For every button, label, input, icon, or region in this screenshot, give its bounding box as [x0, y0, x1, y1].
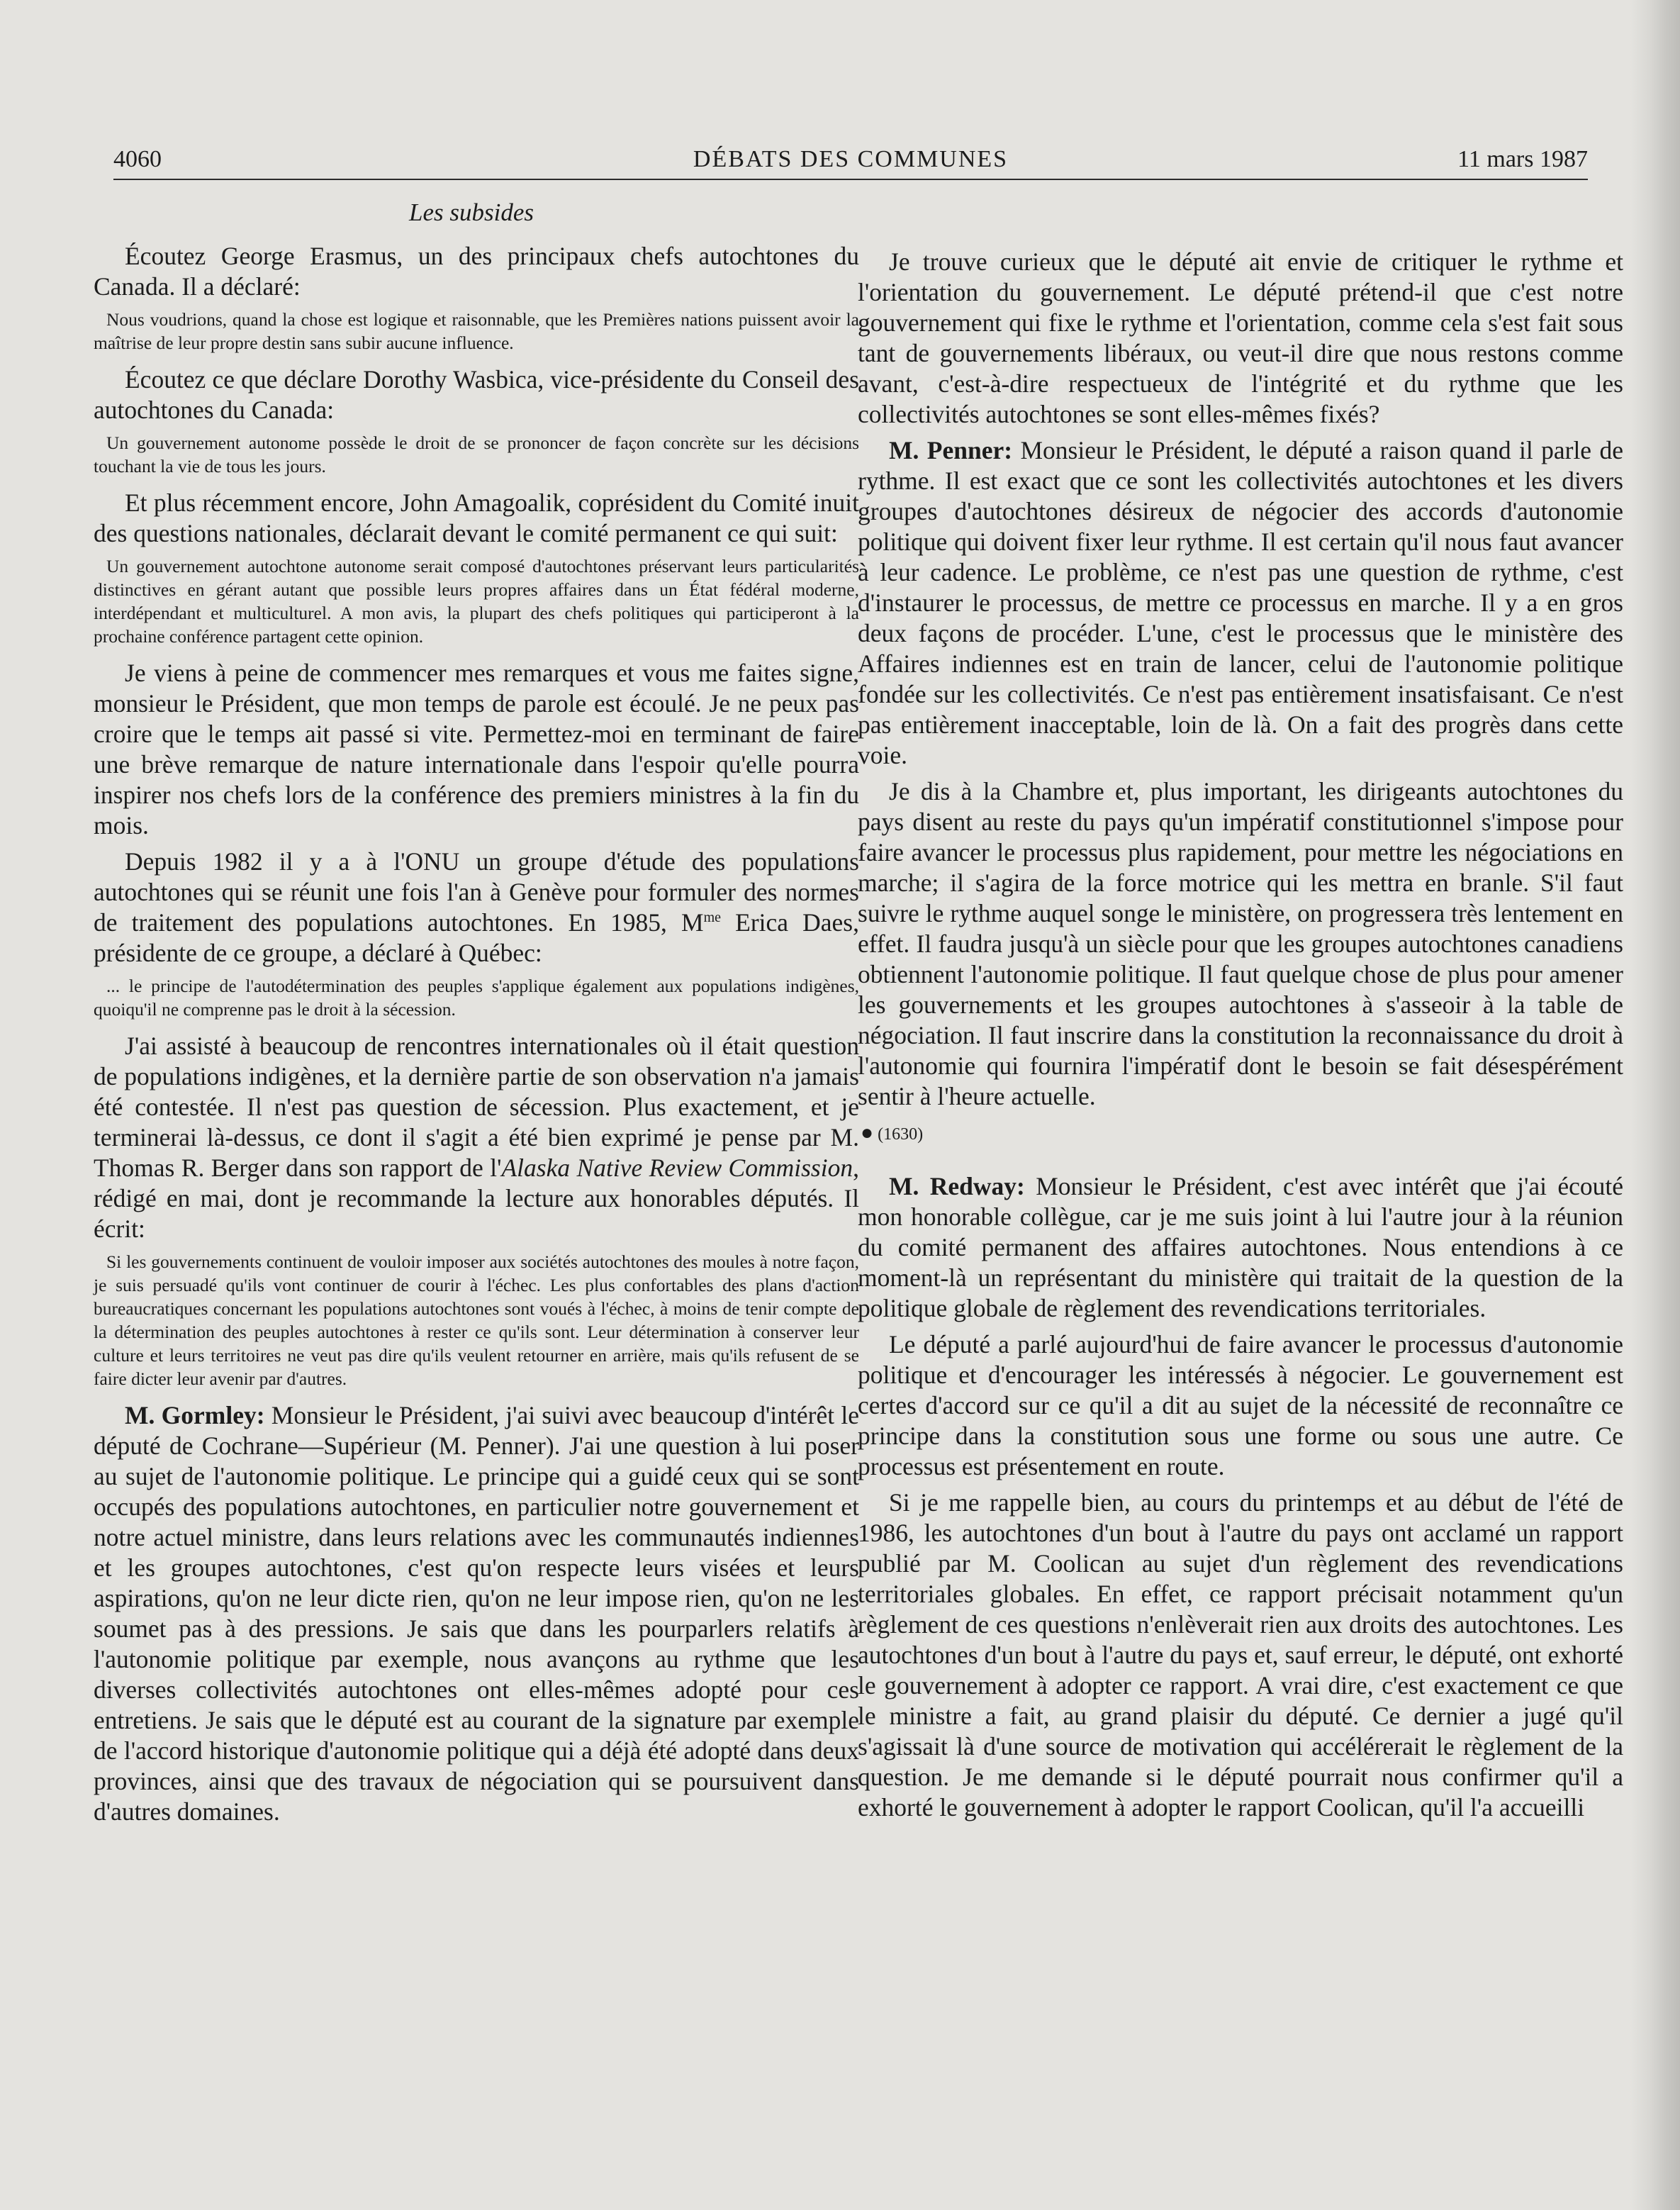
paragraph: J'ai assisté à beaucoup de rencontres internationales où il était question de populations indigènes, et la dernière partie de son observation n'a jamais été contestée. Il n'est pas question de sécession. Plus exactement, et je terminerai là-dessus, ce dont il s'agit a été bien exprimé je pense par M. Thomas R. Berger dans son rapport de l'Alaska Native Review Commission, rédigé en mai, dont je recommande la lecture aux honorables députés. Il écrit: — [94, 1032, 859, 1243]
publication-date: 11 mars 1987 — [1457, 146, 1588, 172]
publication-title: DÉBATS DES COMMUNES — [693, 146, 1009, 172]
time-stamp: (1630) — [878, 1125, 924, 1144]
speech-paragraph: M. Gormley: Monsieur le Président, j'ai suivi avec beaucoup d'intérêt le député de Cochrane—Supérieur (M. Penner). J'ai une question à lui poser au sujet de l'autonomie politique. Le principe qui a guidé ceux qui se sont occupés des populations autochtones, en particulier notre gouvernement et notre actuel ministre, dans leurs relations avec les communautés indiennes et les groupes autochtones, c'est qu'on respecte leurs visées et leurs aspirations, qu'on ne leur dicte rien, qu'on ne leur impose rien, qu'on ne les soumet pas à des pressions. Je sais que dans les pourparlers relatifs à l'autonomie politique par exemple, nous avançons au rythme que les diverses collectivités autochtones ont elles-mêmes adopté pour ces entretiens. Je sais que le député est au courant de la signature par exemple de l'accord historique d'autonomie politique qui a déjà été adopté dans deux provinces, ainsi que des travaux de négociation qui se poursuivent dans d'autres domaines. — [94, 1401, 859, 1826]
paragraph: Écoutez ce que déclare Dorothy Wasbica, vice-présidente du Conseil des autochtones du Canada: — [94, 365, 859, 424]
time-marker — [861, 1117, 1623, 1150]
block-quote: Si les gouvernements continuent de vouloir imposer aux sociétés autochtones des moules à notre façon, je suis persuadé qu'ils vont continuer de courir à l'échec. Les plus confortables des plans d'action bureaucratiques concernant les populations autochtones sont voués à l'échec, à moins de tenir compte de la détermination des peuples autochtones à rester ce qu'ils sont. Leur détermination à conserver leur culture et leurs territoires ne veut pas dire qu'ils veulent retourner en arrière, mais qu'ils refusent de se faire dicter leur avenir par d'autres. — [94, 1251, 859, 1389]
report-title: Alaska Native Review Commission — [501, 1154, 853, 1182]
paragraph: Je trouve curieux que le député ait envie de critiquer le rythme et l'orientation du gouvernement. Le député prétend-il que c'est notre gouvernement qui fixe le rythme et l'orientation, comme cela s'est fait sous tant de gouvernements libéraux, ou veut-il dire que nous restons comme avant, c'est-à-dire respectueux de l'intégrité et du rythme que les collectivités autochtones se sont elles-mêmes fixés? — [858, 247, 1623, 428]
paragraph: Si je me rappelle bien, au cours du printemps et au début de l'été de 1986, les autochtones d'un bout à l'autre du pays ont acclamé un rapport publié par M. Coolican au sujet d'un règlement des revendications territoriales globales. En effet, ce rapport précisait notamment qu'un règlement de ces questions n'enlèverait rien aux droits des autochtones. Les autochtones d'un bout à l'autre du pays et, sauf erreur, le député, ont exhorté le gouvernement à adopter ce rapport. A vrai dire, c'est exactement ce que le ministre a fait, au grand plaisir du député. Ce dernier a jugé qu'il s'agissait là d'une source de motivation qui accélérerait le règlement de la question. Je me demande si le député pourrait nous confirmer qu'il a exhorté le gouvernement à adopter le rapport Coolican, qu'il l'a accueilli — [858, 1488, 1623, 1821]
page-header — [113, 146, 1588, 180]
block-quote: ... le principe de l'autodétermination des peuples s'applique également aux populations indigènes, quoiqu'il ne comprenne pas le droit à la sécession. — [94, 976, 859, 1020]
page-number: 4060 — [113, 146, 162, 172]
paragraph: Depuis 1982 il y a à l'ONU un groupe d'étude des populations autochtones qui se réunit une fois l'an à Genève pour formuler des normes de traitement des populations autochtones. En 1985, $M^{me}$ Erica Daes, présidente de ce groupe, a déclaré à Québec: — [94, 847, 859, 967]
speech-paragraph: M. Redway: Monsieur le Président, c'est avec intérêt que j'ai écouté mon honorable collègue, car je me suis joint à lui l'autre jour à la réunion du comité permanent des affaires autochtones. Nous entendions à ce moment-là un représentant du ministère qui traitait de la question de la politique globale de règlement des revendications territoriales. — [858, 1172, 1623, 1322]
speaker-name: M. Penner: — [889, 436, 1013, 464]
section-title: Les subsides — [409, 199, 534, 226]
speech-paragraph: M. Penner: Monsieur le Président, le député a raison quand il parle de rythme. Il est exact que ce sont les collectivités autochtones et les divers groupes d'autochtones désireux de négocier des accords d'autonomie politique qui doivent fixer leur rythme. Il est certain qu'il nous faut avancer à leur cadence. Le problème, ce n'est pas une question de rythme, c'est d'instaurer le processus, de mettre ce processus en marche. Il y a en gros deux façons de procéder. L'une, c'est le processus que le ministère des Affaires indiennes est en train de lancer, celui de l'autonomie politique fondée sur les collectivités. Ce n'est pas entièrement insatisfaisant. Ce n'est pas entièrement inacceptable, loin de là. On a fait des progrès dans cette voie. — [858, 436, 1623, 769]
right-column — [858, 247, 1623, 1829]
speaker-name: M. Gormley: — [125, 1401, 265, 1429]
paragraph: Je dis à la Chambre et, plus important, les dirigeants autochtones du pays disent au reste du pays qu'un impératif constitutionnel s'impose pour faire avancer le processus plus rapidement, pour mettre les négociations en marche; il s'agira de la force motrice qui les mettra en branle. S'il faut suivre le rythme auquel songe le ministère, on progressera très lentement en effet. Il faudra jusqu'à un siècle pour que les groupes autochtones canadiens obtiennent l'autonomie politique. Il faut quelque chose de plus pour amener les gouvernements et les groupes autochtones à s'asseoir à la table de négociation. Il faut inscrire dans la constitution la reconnaissance du droit à l'autonomie qui fournira l'impératif dont le besoin se fait désespérément sentir à l'heure actuelle. — [858, 777, 1623, 1110]
block-quote: Nous voudrions, quand la chose est logique et raisonnable, que les Premières nations puissent avoir la maîtrise de leur propre destin sans subir aucune influence. — [94, 309, 859, 353]
paragraph: Le député a parlé aujourd'hui de faire avancer le processus d'autonomie politique et d'encourager les intéressés à négocier. Le gouvernement est certes d'accord sur ce qu'il a dit au sujet de la nécessité de reconnaître ce principe dans la constitution sous une forme ou sous une autre. Ce processus est présentement en route. — [858, 1330, 1623, 1480]
left-column — [94, 241, 859, 1833]
paragraph: Et plus récemment encore, John Amagoalik, coprésident du Comité inuit des questions nationales, déclarait devant le comité permanent ce qui suit: — [94, 489, 859, 547]
paragraph: Je viens à peine de commencer mes remarques et vous me faites signe, monsieur le Président, que mon temps de parole est écoulé. Je ne peux pas croire que le temps ait passé si vite. Permettez-moi en terminant de faire une brève remarque de nature internationale dans l'espoir qu'elle pourra inspirer nos chefs lors de la conférence des premiers ministres à la fin du mois. — [94, 659, 859, 839]
block-quote: Un gouvernement autochtone autonome serait composé d'autochtones préservant leurs particularités distinctives en gérant autant que possible leurs propres affaires dans un État fédéral moderne, interdépendant et multiculturel. A mon avis, la plupart des chefs politiques qui participeront à la prochaine conférence partagent cette opinion. — [94, 556, 859, 647]
page-edge-shadow — [1630, 0, 1680, 2210]
bullet-icon: ● — [861, 1121, 874, 1144]
speaker-name: M. Redway: — [889, 1172, 1025, 1200]
block-quote: Un gouvernement autonome possède le droit de se prononcer de façon concrète sur les décisions touchant la vie de tous les jours. — [94, 432, 859, 476]
paragraph: Écoutez George Erasmus, un des principaux chefs autochtones du Canada. Il a déclaré: — [94, 242, 859, 301]
